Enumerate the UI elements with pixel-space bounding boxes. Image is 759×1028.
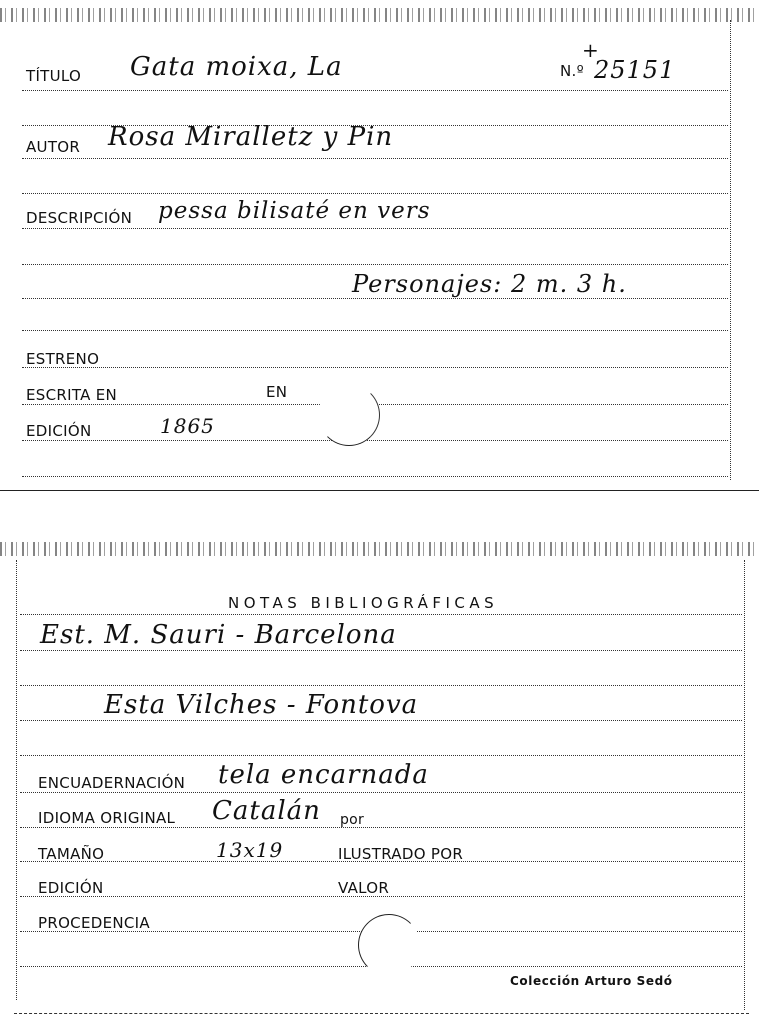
edicion-label: EDICIÓN [38, 879, 104, 897]
descripcion-label: DESCRIPCIÓN [26, 209, 133, 227]
idioma-value: Catalán [212, 796, 321, 826]
estreno-label: ESTRENO [26, 350, 100, 368]
collection-credit: Colección Arturo Sedó [510, 974, 673, 988]
titulo-label: TÍTULO [26, 67, 82, 85]
escrita-en-label: ESCRITA EN [26, 386, 118, 404]
card-separator [0, 490, 759, 491]
catalog-card-main [0, 0, 759, 490]
torn-top-edge [0, 8, 759, 22]
numero-value: 25151 [594, 56, 676, 84]
valor-label: VALOR [338, 879, 390, 897]
tamano-label: TAMAÑO [38, 845, 105, 863]
tamano-value: 13x19 [216, 838, 284, 862]
rule-line [22, 330, 728, 331]
rule-line [22, 90, 728, 91]
rule-line [20, 650, 742, 651]
punch-hole [318, 384, 380, 446]
card-bottom-edge [14, 1013, 749, 1014]
rule-line [22, 264, 728, 265]
autor-value: Rosa Miralletz y Pin [108, 122, 394, 152]
ilustrado-label: ILUSTRADO POR [338, 845, 464, 863]
descripcion-value: pessa bilisaté en vers [158, 198, 431, 224]
rule-line [22, 440, 728, 441]
rule-line [20, 720, 742, 721]
card-right-border [730, 20, 732, 480]
rule-line [22, 158, 728, 159]
edicion-label: EDICIÓN [26, 422, 92, 440]
rule-line [20, 685, 742, 686]
card-left-border [16, 560, 18, 1000]
titulo-value: Gata moixa, La [130, 52, 343, 82]
procedencia-label: PROCEDENCIA [38, 914, 150, 932]
numero-mark: + [582, 38, 600, 62]
en-label: EN [266, 383, 288, 401]
card-right-border [744, 560, 746, 1010]
rule-line [20, 792, 742, 793]
catalog-card-notes [0, 540, 759, 1028]
rule-line [20, 755, 742, 756]
notas-heading: NOTAS BIBLIOGRÁFICAS [228, 594, 499, 612]
numero-label: N.º [560, 62, 584, 80]
personajes-value: Personajes: 2 m. 3 h. [352, 270, 627, 298]
encuadernacion-value: tela encarnada [218, 760, 429, 790]
edicion-value: 1865 [160, 414, 215, 438]
rule-line [22, 476, 728, 477]
rule-line [20, 614, 742, 615]
rule-line [22, 298, 728, 299]
rule-line [22, 228, 728, 229]
rule-line [20, 827, 742, 828]
rule-line [22, 367, 728, 368]
por-label: por [340, 812, 365, 828]
autor-label: AUTOR [26, 138, 81, 156]
note-line-1: Est. M. Sauri - Barcelona [40, 620, 397, 650]
torn-top-edge [0, 542, 759, 556]
rule-line [22, 193, 728, 194]
encuadernacion-label: ENCUADERNACIÓN [38, 774, 186, 792]
punch-hole [358, 914, 420, 976]
idioma-label: IDIOMA ORIGINAL [38, 809, 176, 827]
note-line-2: Esta Vilches - Fontova [104, 690, 419, 720]
